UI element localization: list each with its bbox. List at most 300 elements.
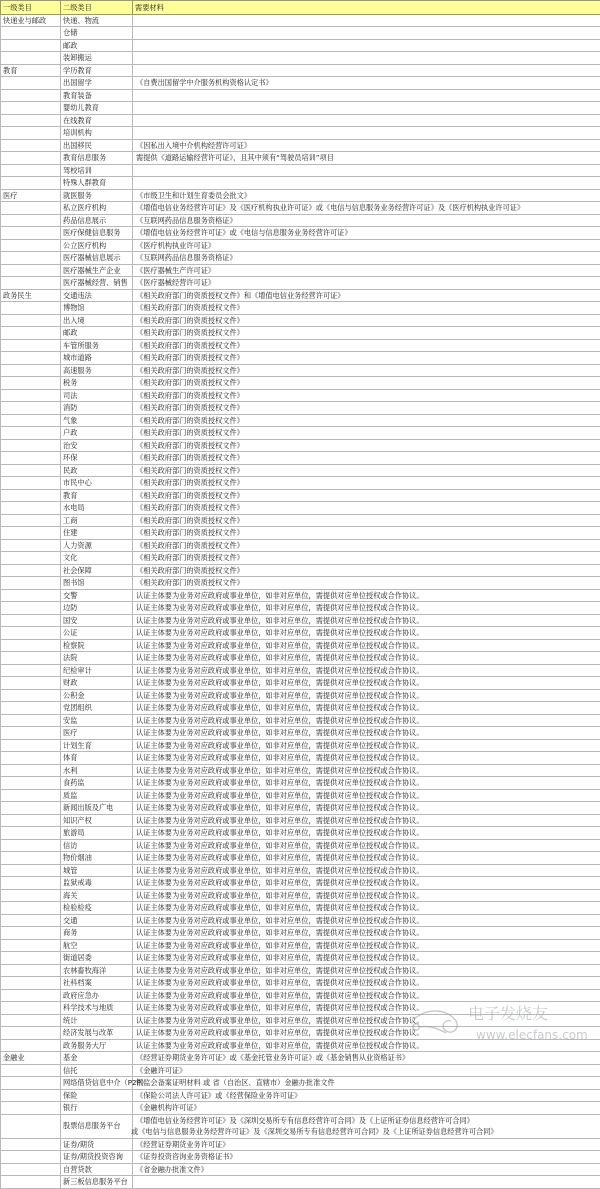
cell-secondary-category[interactable] (61, 414, 133, 427)
cell-secondary-category[interactable] (61, 464, 133, 477)
table-row[interactable] (1, 52, 600, 65)
cell-primary-category[interactable] (1, 727, 61, 740)
table-row[interactable] (1, 952, 600, 965)
cell-secondary-category[interactable] (61, 652, 133, 665)
table-row[interactable] (1, 989, 600, 1002)
cell-primary-category[interactable] (1, 777, 61, 790)
cell-required-materials[interactable] (133, 814, 600, 827)
cell-secondary-category[interactable] (61, 539, 133, 552)
cell-secondary-category[interactable] (61, 739, 133, 752)
table-row[interactable] (1, 389, 600, 402)
table-row[interactable] (1, 202, 600, 215)
cell-secondary-category[interactable] (61, 689, 133, 702)
table-row[interactable] (1, 339, 600, 352)
table-row[interactable] (1, 589, 600, 602)
table-row[interactable] (1, 1176, 600, 1189)
table-row[interactable] (1, 514, 600, 527)
table-row[interactable] (1, 102, 600, 115)
cell-required-materials[interactable] (133, 602, 600, 615)
table-row[interactable] (1, 1102, 600, 1115)
cell-secondary-category[interactable] (61, 352, 133, 365)
cell-secondary-category[interactable] (61, 439, 133, 452)
cell-secondary-category[interactable] (61, 1077, 133, 1090)
cell-primary-category[interactable] (1, 439, 61, 452)
table-row[interactable] (1, 352, 600, 365)
cell-required-materials[interactable] (133, 539, 600, 552)
cell-secondary-category[interactable] (61, 527, 133, 540)
table-row[interactable] (1, 177, 600, 190)
cell-primary-category[interactable] (1, 264, 61, 277)
cell-primary-category[interactable] (1, 27, 61, 40)
cell-secondary-category[interactable] (61, 1002, 133, 1015)
cell-primary-category[interactable] (1, 389, 61, 402)
table-row[interactable] (1, 1002, 600, 1015)
cell-secondary-category[interactable] (61, 1014, 133, 1027)
cell-required-materials[interactable] (133, 914, 600, 927)
cell-required-materials[interactable] (133, 427, 600, 440)
cell-primary-category[interactable] (1, 839, 61, 852)
cell-primary-category[interactable] (1, 377, 61, 390)
cell-secondary-category[interactable] (61, 314, 133, 327)
table-row[interactable] (1, 377, 600, 390)
cell-required-materials[interactable] (133, 127, 600, 140)
cell-required-materials[interactable] (133, 1176, 600, 1189)
cell-primary-category[interactable] (1, 89, 61, 102)
cell-required-materials[interactable] (133, 264, 600, 277)
cell-secondary-category[interactable] (61, 1151, 133, 1164)
cell-required-materials[interactable] (133, 689, 600, 702)
table-row[interactable] (1, 964, 600, 977)
cell-required-materials[interactable] (133, 1014, 600, 1027)
cell-secondary-category[interactable] (61, 514, 133, 527)
cell-primary-category[interactable] (1, 814, 61, 827)
cell-secondary-category[interactable] (61, 677, 133, 690)
cell-primary-category[interactable] (1, 364, 61, 377)
cell-required-materials[interactable] (133, 789, 600, 802)
cell-primary-category[interactable] (1, 1027, 61, 1040)
cell-primary-category[interactable] (1, 739, 61, 752)
cell-primary-category[interactable] (1, 489, 61, 502)
cell-primary-category[interactable] (1, 464, 61, 477)
cell-secondary-category[interactable] (61, 452, 133, 465)
cell-required-materials[interactable] (133, 114, 600, 127)
cell-required-materials[interactable] (133, 639, 600, 652)
cell-secondary-category[interactable] (61, 764, 133, 777)
cell-secondary-category[interactable] (61, 289, 133, 302)
cell-secondary-category[interactable] (61, 939, 133, 952)
cell-required-materials[interactable] (133, 64, 600, 77)
cell-required-materials[interactable] (133, 839, 600, 852)
cell-secondary-category[interactable] (61, 1052, 133, 1065)
table-row[interactable] (1, 189, 600, 202)
cell-primary-category[interactable] (1, 977, 61, 990)
cell-primary-category[interactable] (1, 964, 61, 977)
cell-required-materials[interactable] (133, 1114, 600, 1138)
table-row[interactable] (1, 77, 600, 90)
cell-primary-category[interactable] (1, 752, 61, 765)
cell-required-materials[interactable] (133, 952, 600, 965)
cell-secondary-category[interactable] (61, 639, 133, 652)
table-row[interactable] (1, 852, 600, 865)
cell-required-materials[interactable] (133, 402, 600, 415)
cell-primary-category[interactable] (1, 1102, 61, 1115)
table-row[interactable] (1, 664, 600, 677)
cell-secondary-category[interactable] (61, 302, 133, 315)
cell-secondary-category[interactable] (61, 964, 133, 977)
table-row[interactable] (1, 139, 600, 152)
cell-required-materials[interactable] (133, 477, 600, 490)
table-row[interactable] (1, 64, 600, 77)
cell-secondary-category[interactable] (61, 777, 133, 790)
table-row[interactable] (1, 802, 600, 815)
table-row[interactable] (1, 1039, 600, 1052)
cell-primary-category[interactable] (1, 214, 61, 227)
cell-secondary-category[interactable] (61, 1176, 133, 1189)
cell-secondary-category[interactable] (61, 727, 133, 740)
cell-required-materials[interactable] (133, 652, 600, 665)
cell-secondary-category[interactable] (61, 877, 133, 890)
cell-primary-category[interactable] (1, 114, 61, 127)
cell-required-materials[interactable] (133, 1052, 600, 1065)
cell-secondary-category[interactable] (61, 239, 133, 252)
cell-secondary-category[interactable] (61, 914, 133, 927)
cell-required-materials[interactable] (133, 614, 600, 627)
table-row[interactable] (1, 902, 600, 915)
cell-required-materials[interactable] (133, 502, 600, 515)
table-row[interactable] (1, 152, 600, 165)
table-row[interactable] (1, 327, 600, 340)
cell-secondary-category[interactable] (61, 589, 133, 602)
cell-secondary-category[interactable] (61, 39, 133, 52)
cell-primary-category[interactable] (1, 314, 61, 327)
cell-secondary-category[interactable] (61, 1102, 133, 1115)
cell-primary-category[interactable] (1, 427, 61, 440)
cell-secondary-category[interactable] (61, 614, 133, 627)
cell-primary-category[interactable] (1, 252, 61, 265)
table-row[interactable] (1, 452, 600, 465)
table-row[interactable] (1, 677, 600, 690)
cell-secondary-category[interactable] (61, 602, 133, 615)
cell-primary-category[interactable] (1, 102, 61, 115)
cell-secondary-category[interactable] (61, 114, 133, 127)
table-row[interactable] (1, 427, 600, 440)
cell-primary-category[interactable] (1, 602, 61, 615)
cell-secondary-category[interactable] (61, 864, 133, 877)
cell-secondary-category[interactable] (61, 1163, 133, 1176)
cell-primary-category[interactable] (1, 527, 61, 540)
table-row[interactable] (1, 727, 600, 740)
cell-required-materials[interactable] (133, 1027, 600, 1040)
cell-primary-category[interactable] (1, 939, 61, 952)
cell-required-materials[interactable] (133, 702, 600, 715)
cell-primary-category[interactable] (1, 714, 61, 727)
table-row[interactable] (1, 302, 600, 315)
cell-primary-category[interactable] (1, 14, 61, 27)
cell-secondary-category[interactable] (61, 702, 133, 715)
cell-secondary-category[interactable] (61, 389, 133, 402)
cell-primary-category[interactable] (1, 927, 61, 940)
cell-required-materials[interactable] (133, 152, 600, 165)
cell-secondary-category[interactable] (61, 277, 133, 290)
cell-secondary-category[interactable] (61, 377, 133, 390)
cell-required-materials[interactable] (133, 14, 600, 27)
table-row[interactable] (1, 1027, 600, 1040)
cell-secondary-category[interactable] (61, 127, 133, 140)
table-row[interactable] (1, 764, 600, 777)
cell-required-materials[interactable] (133, 339, 600, 352)
table-row[interactable] (1, 289, 600, 302)
cell-secondary-category[interactable] (61, 577, 133, 590)
cell-required-materials[interactable] (133, 27, 600, 40)
cell-required-materials[interactable] (133, 277, 600, 290)
table-row[interactable] (1, 739, 600, 752)
table-row[interactable] (1, 1163, 600, 1176)
cell-primary-category[interactable] (1, 239, 61, 252)
cell-secondary-category[interactable] (61, 327, 133, 340)
table-row[interactable] (1, 89, 600, 102)
cell-secondary-category[interactable] (61, 814, 133, 827)
cell-primary-category[interactable] (1, 164, 61, 177)
cell-primary-category[interactable] (1, 614, 61, 627)
cell-required-materials[interactable] (133, 864, 600, 877)
cell-required-materials[interactable] (133, 552, 600, 565)
cell-primary-category[interactable] (1, 827, 61, 840)
cell-primary-category[interactable] (1, 689, 61, 702)
cell-secondary-category[interactable] (61, 227, 133, 240)
cell-secondary-category[interactable] (61, 214, 133, 227)
cell-primary-category[interactable] (1, 202, 61, 215)
cell-required-materials[interactable] (133, 664, 600, 677)
cell-secondary-category[interactable] (61, 64, 133, 77)
cell-primary-category[interactable] (1, 1089, 61, 1102)
table-row[interactable] (1, 214, 600, 227)
cell-required-materials[interactable] (133, 89, 600, 102)
cell-required-materials[interactable] (133, 964, 600, 977)
cell-secondary-category[interactable] (61, 664, 133, 677)
cell-primary-category[interactable] (1, 289, 61, 302)
table-row[interactable] (1, 639, 600, 652)
table-row[interactable] (1, 39, 600, 52)
cell-required-materials[interactable] (133, 1151, 600, 1164)
cell-required-materials[interactable] (133, 739, 600, 752)
table-row[interactable] (1, 1114, 600, 1138)
cell-primary-category[interactable] (1, 802, 61, 815)
cell-required-materials[interactable] (133, 714, 600, 727)
cell-primary-category[interactable] (1, 1064, 61, 1077)
cell-primary-category[interactable] (1, 1002, 61, 1015)
table-row[interactable] (1, 752, 600, 765)
cell-primary-category[interactable] (1, 877, 61, 890)
cell-primary-category[interactable] (1, 77, 61, 90)
cell-required-materials[interactable] (133, 889, 600, 902)
cell-secondary-category[interactable] (61, 752, 133, 765)
table-row[interactable] (1, 939, 600, 952)
cell-secondary-category[interactable] (61, 852, 133, 865)
cell-primary-category[interactable] (1, 1163, 61, 1176)
cell-primary-category[interactable] (1, 552, 61, 565)
cell-required-materials[interactable] (133, 139, 600, 152)
table-row[interactable] (1, 227, 600, 240)
cell-primary-category[interactable] (1, 889, 61, 902)
table-row[interactable] (1, 489, 600, 502)
table-row[interactable] (1, 877, 600, 890)
cell-primary-category[interactable] (1, 227, 61, 240)
cell-secondary-category[interactable] (61, 27, 133, 40)
cell-required-materials[interactable] (133, 377, 600, 390)
cell-required-materials[interactable] (133, 39, 600, 52)
table-row[interactable] (1, 314, 600, 327)
cell-required-materials[interactable] (133, 102, 600, 115)
table-row[interactable] (1, 714, 600, 727)
cell-required-materials[interactable] (133, 1064, 600, 1077)
cell-primary-category[interactable] (1, 564, 61, 577)
cell-required-materials[interactable] (133, 289, 600, 302)
table-row[interactable] (1, 864, 600, 877)
table-row[interactable] (1, 1064, 600, 1077)
table-row[interactable] (1, 777, 600, 790)
cell-primary-category[interactable] (1, 1151, 61, 1164)
cell-secondary-category[interactable] (61, 902, 133, 915)
table-row[interactable] (1, 702, 600, 715)
cell-secondary-category[interactable] (61, 152, 133, 165)
cell-primary-category[interactable] (1, 352, 61, 365)
table-row[interactable] (1, 464, 600, 477)
cell-secondary-category[interactable] (61, 402, 133, 415)
cell-primary-category[interactable] (1, 539, 61, 552)
cell-secondary-category[interactable] (61, 477, 133, 490)
cell-required-materials[interactable] (133, 902, 600, 915)
table-row[interactable] (1, 614, 600, 627)
table-row[interactable] (1, 502, 600, 515)
table-row[interactable] (1, 839, 600, 852)
cell-secondary-category[interactable] (61, 502, 133, 515)
cell-required-materials[interactable] (133, 202, 600, 215)
cell-required-materials[interactable] (133, 1102, 600, 1115)
cell-secondary-category[interactable] (61, 1027, 133, 1040)
table-row[interactable] (1, 827, 600, 840)
cell-secondary-category[interactable] (61, 627, 133, 640)
cell-required-materials[interactable] (133, 527, 600, 540)
table-row[interactable] (1, 27, 600, 40)
table-row[interactable] (1, 914, 600, 927)
cell-secondary-category[interactable] (61, 252, 133, 265)
cell-required-materials[interactable] (133, 52, 600, 65)
table-row[interactable] (1, 1077, 600, 1090)
table-row[interactable] (1, 439, 600, 452)
cell-primary-category[interactable] (1, 414, 61, 427)
cell-secondary-category[interactable] (61, 789, 133, 802)
cell-required-materials[interactable] (133, 1163, 600, 1176)
cell-secondary-category[interactable] (61, 839, 133, 852)
cell-secondary-category[interactable] (61, 1039, 133, 1052)
table-row[interactable] (1, 1138, 600, 1151)
cell-required-materials[interactable] (133, 1002, 600, 1015)
table-row[interactable] (1, 364, 600, 377)
cell-primary-category[interactable] (1, 789, 61, 802)
table-row[interactable] (1, 1052, 600, 1065)
cell-secondary-category[interactable] (61, 77, 133, 90)
cell-primary-category[interactable] (1, 664, 61, 677)
cell-secondary-category[interactable] (61, 364, 133, 377)
cell-required-materials[interactable] (133, 1089, 600, 1102)
cell-secondary-category[interactable] (61, 1138, 133, 1151)
cell-primary-category[interactable] (1, 652, 61, 665)
cell-primary-category[interactable] (1, 764, 61, 777)
cell-primary-category[interactable] (1, 39, 61, 52)
cell-primary-category[interactable] (1, 277, 61, 290)
cell-secondary-category[interactable] (61, 802, 133, 815)
cell-required-materials[interactable] (133, 589, 600, 602)
cell-required-materials[interactable] (133, 564, 600, 577)
cell-required-materials[interactable] (133, 327, 600, 340)
cell-primary-category[interactable] (1, 989, 61, 1002)
table-row[interactable] (1, 277, 600, 290)
cell-required-materials[interactable] (133, 777, 600, 790)
cell-required-materials[interactable] (133, 989, 600, 1002)
cell-required-materials[interactable] (133, 677, 600, 690)
table-row[interactable] (1, 652, 600, 665)
cell-required-materials[interactable] (133, 977, 600, 990)
cell-secondary-category[interactable] (61, 952, 133, 965)
cell-required-materials[interactable] (133, 302, 600, 315)
cell-secondary-category[interactable] (61, 14, 133, 27)
table-row[interactable] (1, 889, 600, 902)
cell-secondary-category[interactable] (61, 202, 133, 215)
cell-required-materials[interactable] (133, 752, 600, 765)
cell-primary-category[interactable] (1, 514, 61, 527)
table-row[interactable] (1, 552, 600, 565)
cell-required-materials[interactable] (133, 627, 600, 640)
cell-required-materials[interactable] (133, 352, 600, 365)
table-row[interactable] (1, 14, 600, 27)
cell-primary-category[interactable] (1, 677, 61, 690)
cell-primary-category[interactable] (1, 952, 61, 965)
table-row[interactable] (1, 414, 600, 427)
table-row[interactable] (1, 927, 600, 940)
cell-secondary-category[interactable] (61, 977, 133, 990)
cell-primary-category[interactable] (1, 1014, 61, 1027)
cell-primary-category[interactable] (1, 52, 61, 65)
cell-required-materials[interactable] (133, 77, 600, 90)
cell-required-materials[interactable] (133, 764, 600, 777)
cell-secondary-category[interactable] (61, 552, 133, 565)
cell-required-materials[interactable] (133, 514, 600, 527)
cell-secondary-category[interactable] (61, 177, 133, 190)
cell-primary-category[interactable] (1, 1039, 61, 1052)
cell-secondary-category[interactable] (61, 102, 133, 115)
cell-primary-category[interactable] (1, 152, 61, 165)
cell-required-materials[interactable] (133, 852, 600, 865)
cell-required-materials[interactable] (133, 927, 600, 940)
cell-required-materials[interactable] (133, 877, 600, 890)
cell-secondary-category[interactable] (61, 264, 133, 277)
cell-primary-category[interactable] (1, 589, 61, 602)
table-row[interactable] (1, 689, 600, 702)
cell-secondary-category[interactable] (61, 489, 133, 502)
cell-primary-category[interactable] (1, 639, 61, 652)
cell-secondary-category[interactable] (61, 714, 133, 727)
cell-required-materials[interactable] (133, 827, 600, 840)
cell-secondary-category[interactable] (61, 89, 133, 102)
cell-primary-category[interactable] (1, 189, 61, 202)
cell-primary-category[interactable] (1, 139, 61, 152)
cell-required-materials[interactable] (133, 252, 600, 265)
cell-secondary-category[interactable] (61, 339, 133, 352)
cell-required-materials[interactable] (133, 364, 600, 377)
cell-primary-category[interactable] (1, 1176, 61, 1189)
cell-required-materials[interactable] (133, 164, 600, 177)
cell-required-materials[interactable] (133, 1077, 600, 1090)
